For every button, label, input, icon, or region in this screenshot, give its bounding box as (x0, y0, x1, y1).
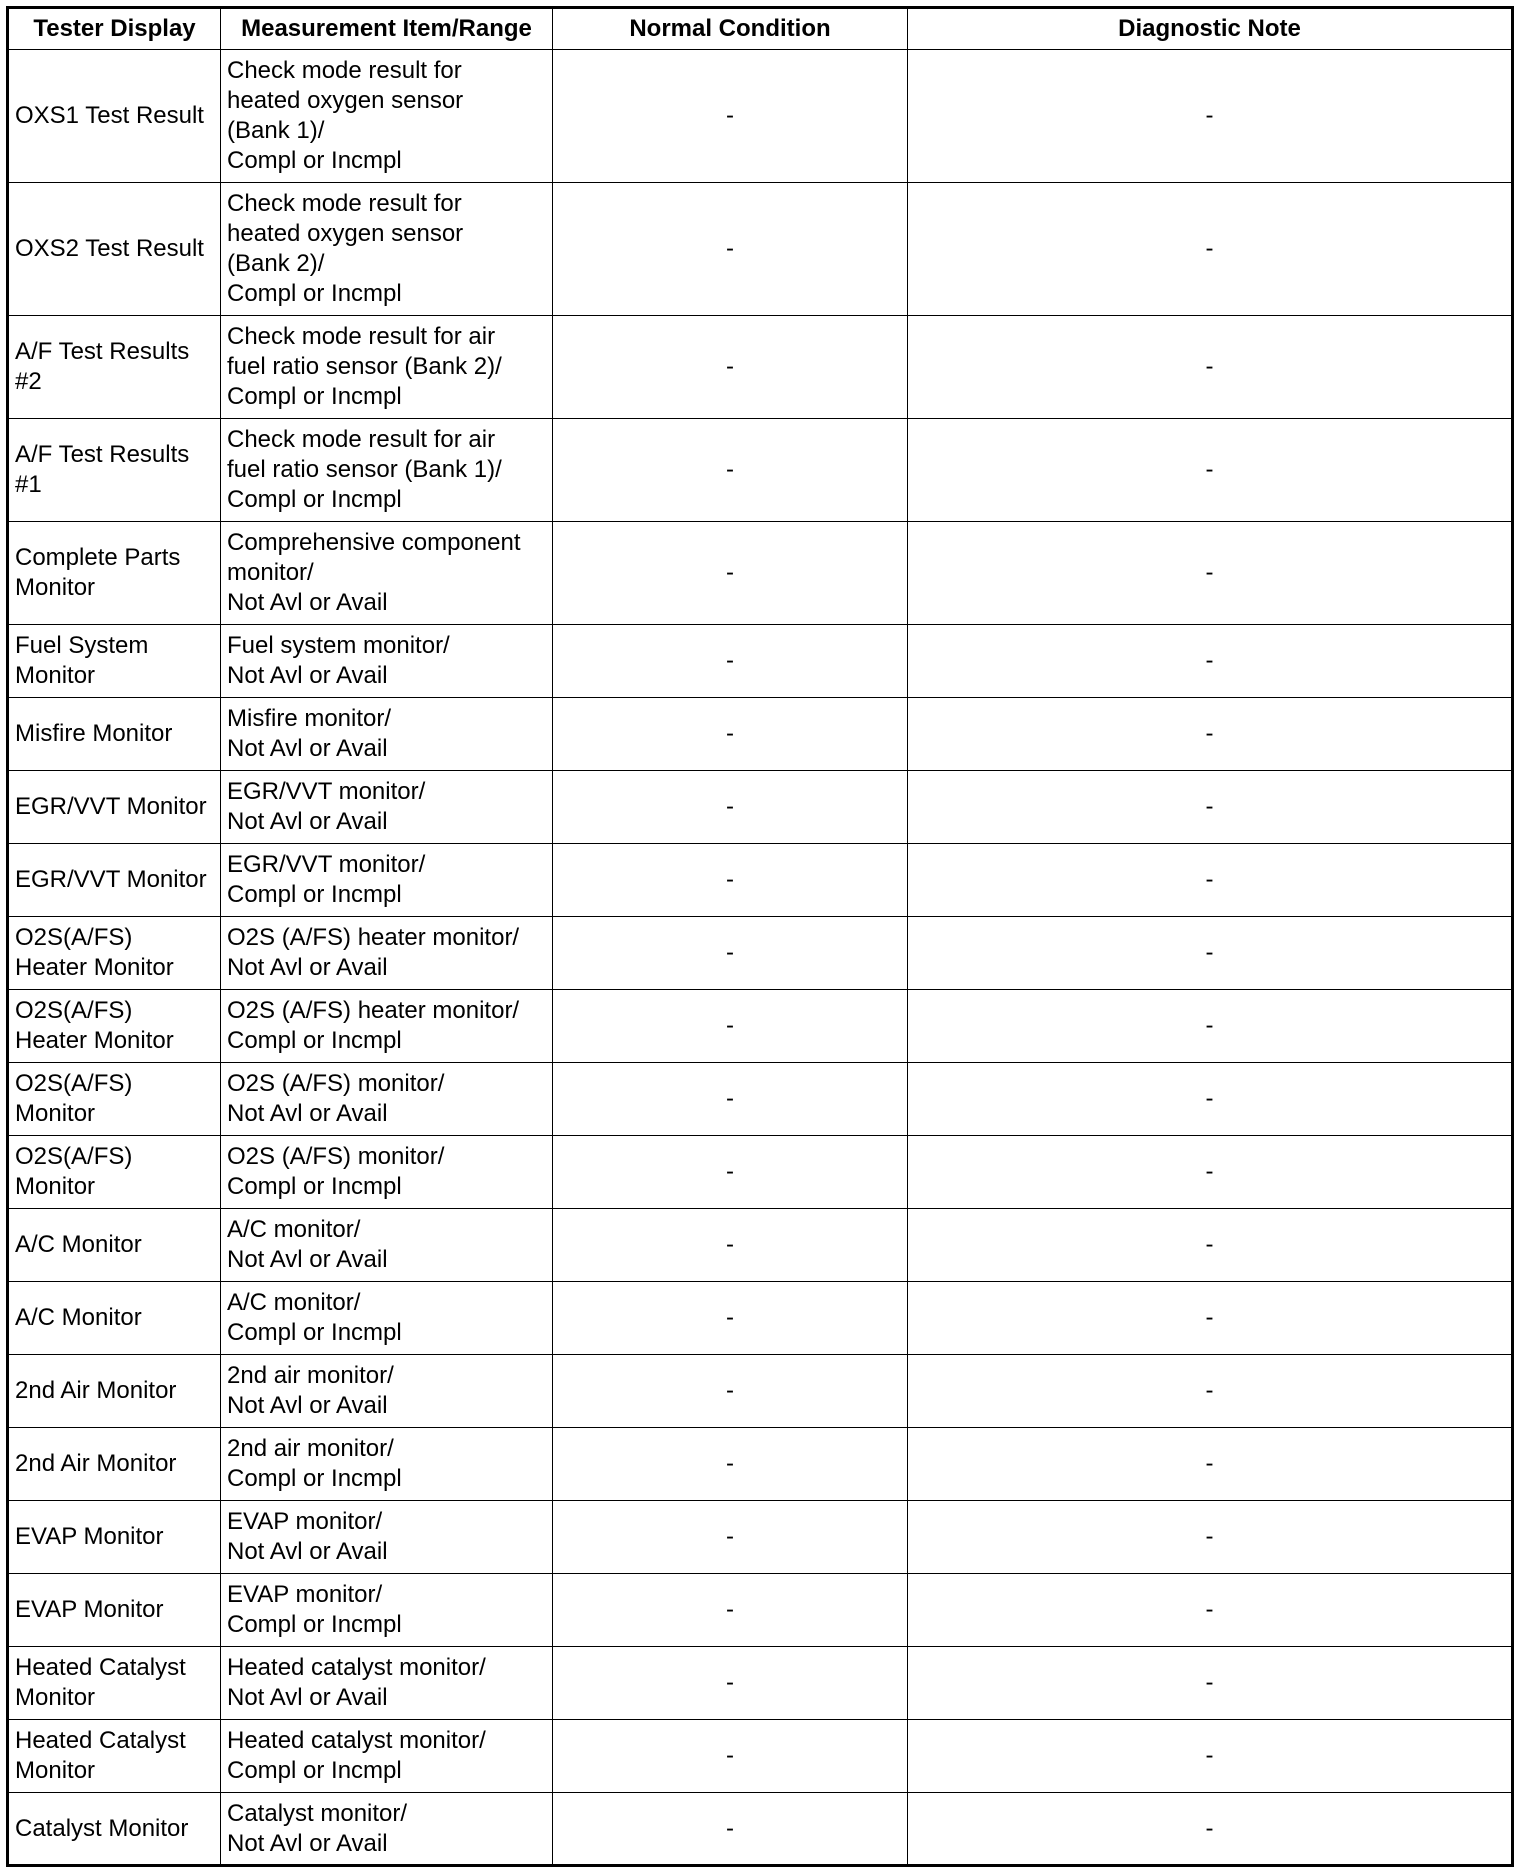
diagnostic-note-cell: - (908, 1793, 1513, 1866)
diagnostic-note-cell: - (908, 1209, 1513, 1282)
tester-display-cell: Heated Catalyst Monitor (8, 1647, 221, 1720)
tester-display-cell: 2nd Air Monitor (8, 1428, 221, 1501)
normal-condition-cell: - (553, 1793, 908, 1866)
diagnostic-note-cell: - (908, 1428, 1513, 1501)
diagnostic-note-cell: - (908, 1574, 1513, 1647)
tester-display-cell: O2S(A/FS) Heater Monitor (8, 990, 221, 1063)
table-row (8, 183, 1513, 316)
normal-condition-cell: - (553, 522, 908, 625)
measurement-range-cell: Catalyst monitor/ Not Avl or Avail (221, 1793, 553, 1866)
header-normal-condition: Normal Condition (553, 8, 908, 50)
tester-display-table (6, 6, 1514, 1867)
table-row (8, 771, 1513, 844)
table-row (8, 50, 1513, 183)
measurement-range-cell: O2S (A/FS) heater monitor/ Not Avl or Avail (221, 917, 553, 990)
measurement-range-cell: Check mode result for heated oxygen sensor (Bank 2)/ Compl or Incmpl (221, 183, 553, 316)
normal-condition-cell: - (553, 844, 908, 917)
tester-display-cell: OXS2 Test Result (8, 183, 221, 316)
measurement-range-cell: Check mode result for heated oxygen sensor (Bank 1)/ Compl or Incmpl (221, 50, 553, 183)
measurement-range-cell: Comprehensive component monitor/ Not Avl or Avail (221, 522, 553, 625)
header-row (8, 8, 1513, 50)
tester-display-cell: O2S(A/FS) Monitor (8, 1063, 221, 1136)
diagnostic-note-cell: - (908, 522, 1513, 625)
measurement-range-cell: Heated catalyst monitor/ Not Avl or Avail (221, 1647, 553, 1720)
measurement-range-cell: EVAP monitor/ Compl or Incmpl (221, 1574, 553, 1647)
normal-condition-cell: - (553, 316, 908, 419)
table-row (8, 1574, 1513, 1647)
measurement-range-cell: Heated catalyst monitor/ Compl or Incmpl (221, 1720, 553, 1793)
table-row (8, 1647, 1513, 1720)
diagnostic-note-cell: - (908, 1647, 1513, 1720)
diagnostic-note-cell: - (908, 316, 1513, 419)
measurement-range-cell: EGR/VVT monitor/ Not Avl or Avail (221, 771, 553, 844)
normal-condition-cell: - (553, 917, 908, 990)
header-tester-display: Tester Display (8, 8, 221, 50)
normal-condition-cell: - (553, 1282, 908, 1355)
table-row (8, 698, 1513, 771)
normal-condition-cell: - (553, 1574, 908, 1647)
tester-display-cell: O2S(A/FS) Monitor (8, 1136, 221, 1209)
table-row (8, 917, 1513, 990)
tester-display-cell: A/F Test Results #1 (8, 419, 221, 522)
measurement-range-cell: Misfire monitor/ Not Avl or Avail (221, 698, 553, 771)
diagnostic-note-cell: - (908, 419, 1513, 522)
normal-condition-cell: - (553, 625, 908, 698)
table-row (8, 1720, 1513, 1793)
tester-display-cell: Fuel System Monitor (8, 625, 221, 698)
normal-condition-cell: - (553, 698, 908, 771)
table-row (8, 990, 1513, 1063)
table-row (8, 844, 1513, 917)
measurement-range-cell: 2nd air monitor/ Not Avl or Avail (221, 1355, 553, 1428)
tester-display-cell: EGR/VVT Monitor (8, 771, 221, 844)
diagnostic-note-cell: - (908, 1063, 1513, 1136)
diagnostic-note-cell: - (908, 1355, 1513, 1428)
tester-display-cell: O2S(A/FS) Heater Monitor (8, 917, 221, 990)
tester-display-cell: EVAP Monitor (8, 1501, 221, 1574)
header-diagnostic-note: Diagnostic Note (908, 8, 1513, 50)
normal-condition-cell: - (553, 1355, 908, 1428)
normal-condition-cell: - (553, 1136, 908, 1209)
diagnostic-note-cell: - (908, 844, 1513, 917)
tester-display-cell: 2nd Air Monitor (8, 1355, 221, 1428)
table-row (8, 1209, 1513, 1282)
tester-display-cell: Misfire Monitor (8, 698, 221, 771)
normal-condition-cell: - (553, 1647, 908, 1720)
measurement-range-cell: Fuel system monitor/ Not Avl or Avail (221, 625, 553, 698)
measurement-range-cell: EGR/VVT monitor/ Compl or Incmpl (221, 844, 553, 917)
normal-condition-cell: - (553, 1209, 908, 1282)
normal-condition-cell: - (553, 1063, 908, 1136)
normal-condition-cell: - (553, 183, 908, 316)
table-row (8, 1793, 1513, 1866)
tester-display-cell: EVAP Monitor (8, 1574, 221, 1647)
table-row (8, 1428, 1513, 1501)
normal-condition-cell: - (553, 990, 908, 1063)
tester-display-cell: A/F Test Results #2 (8, 316, 221, 419)
tester-display-cell: OXS1 Test Result (8, 50, 221, 183)
diagnostic-note-cell: - (908, 1720, 1513, 1793)
tester-display-cell: A/C Monitor (8, 1282, 221, 1355)
measurement-range-cell: 2nd air monitor/ Compl or Incmpl (221, 1428, 553, 1501)
tester-display-cell: Heated Catalyst Monitor (8, 1720, 221, 1793)
measurement-range-cell: A/C monitor/ Not Avl or Avail (221, 1209, 553, 1282)
measurement-range-cell: A/C monitor/ Compl or Incmpl (221, 1282, 553, 1355)
table-row (8, 625, 1513, 698)
tester-display-cell: A/C Monitor (8, 1209, 221, 1282)
diagnostic-note-cell: - (908, 990, 1513, 1063)
header-measurement: Measurement Item/Range (221, 8, 553, 50)
diagnostic-note-cell: - (908, 50, 1513, 183)
measurement-range-cell: Check mode result for air fuel ratio sensor (Bank 1)/ Compl or Incmpl (221, 419, 553, 522)
diagnostic-note-cell: - (908, 698, 1513, 771)
diagnostic-note-cell: - (908, 183, 1513, 316)
measurement-range-cell: EVAP monitor/ Not Avl or Avail (221, 1501, 553, 1574)
tester-display-cell: Complete Parts Monitor (8, 522, 221, 625)
table-row (8, 1501, 1513, 1574)
normal-condition-cell: - (553, 771, 908, 844)
tester-display-cell: Catalyst Monitor (8, 1793, 221, 1866)
measurement-range-cell: O2S (A/FS) monitor/ Compl or Incmpl (221, 1136, 553, 1209)
table-row (8, 1355, 1513, 1428)
measurement-range-cell: O2S (A/FS) heater monitor/ Compl or Incmpl (221, 990, 553, 1063)
measurement-range-cell: Check mode result for air fuel ratio sensor (Bank 2)/ Compl or Incmpl (221, 316, 553, 419)
diagnostic-note-cell: - (908, 1282, 1513, 1355)
normal-condition-cell: - (553, 1720, 908, 1793)
table-row (8, 1282, 1513, 1355)
measurement-range-cell: O2S (A/FS) monitor/ Not Avl or Avail (221, 1063, 553, 1136)
diagnostic-note-cell: - (908, 1136, 1513, 1209)
table-row (8, 419, 1513, 522)
normal-condition-cell: - (553, 50, 908, 183)
table-row (8, 522, 1513, 625)
normal-condition-cell: - (553, 1501, 908, 1574)
normal-condition-cell: - (553, 1428, 908, 1501)
data-table-container (6, 6, 1514, 1867)
diagnostic-note-cell: - (908, 625, 1513, 698)
normal-condition-cell: - (553, 419, 908, 522)
table-row (8, 1136, 1513, 1209)
tester-display-cell: EGR/VVT Monitor (8, 844, 221, 917)
table-row (8, 316, 1513, 419)
diagnostic-note-cell: - (908, 771, 1513, 844)
table-row (8, 1063, 1513, 1136)
diagnostic-note-cell: - (908, 1501, 1513, 1574)
table-body (8, 50, 1513, 1866)
diagnostic-note-cell: - (908, 917, 1513, 990)
